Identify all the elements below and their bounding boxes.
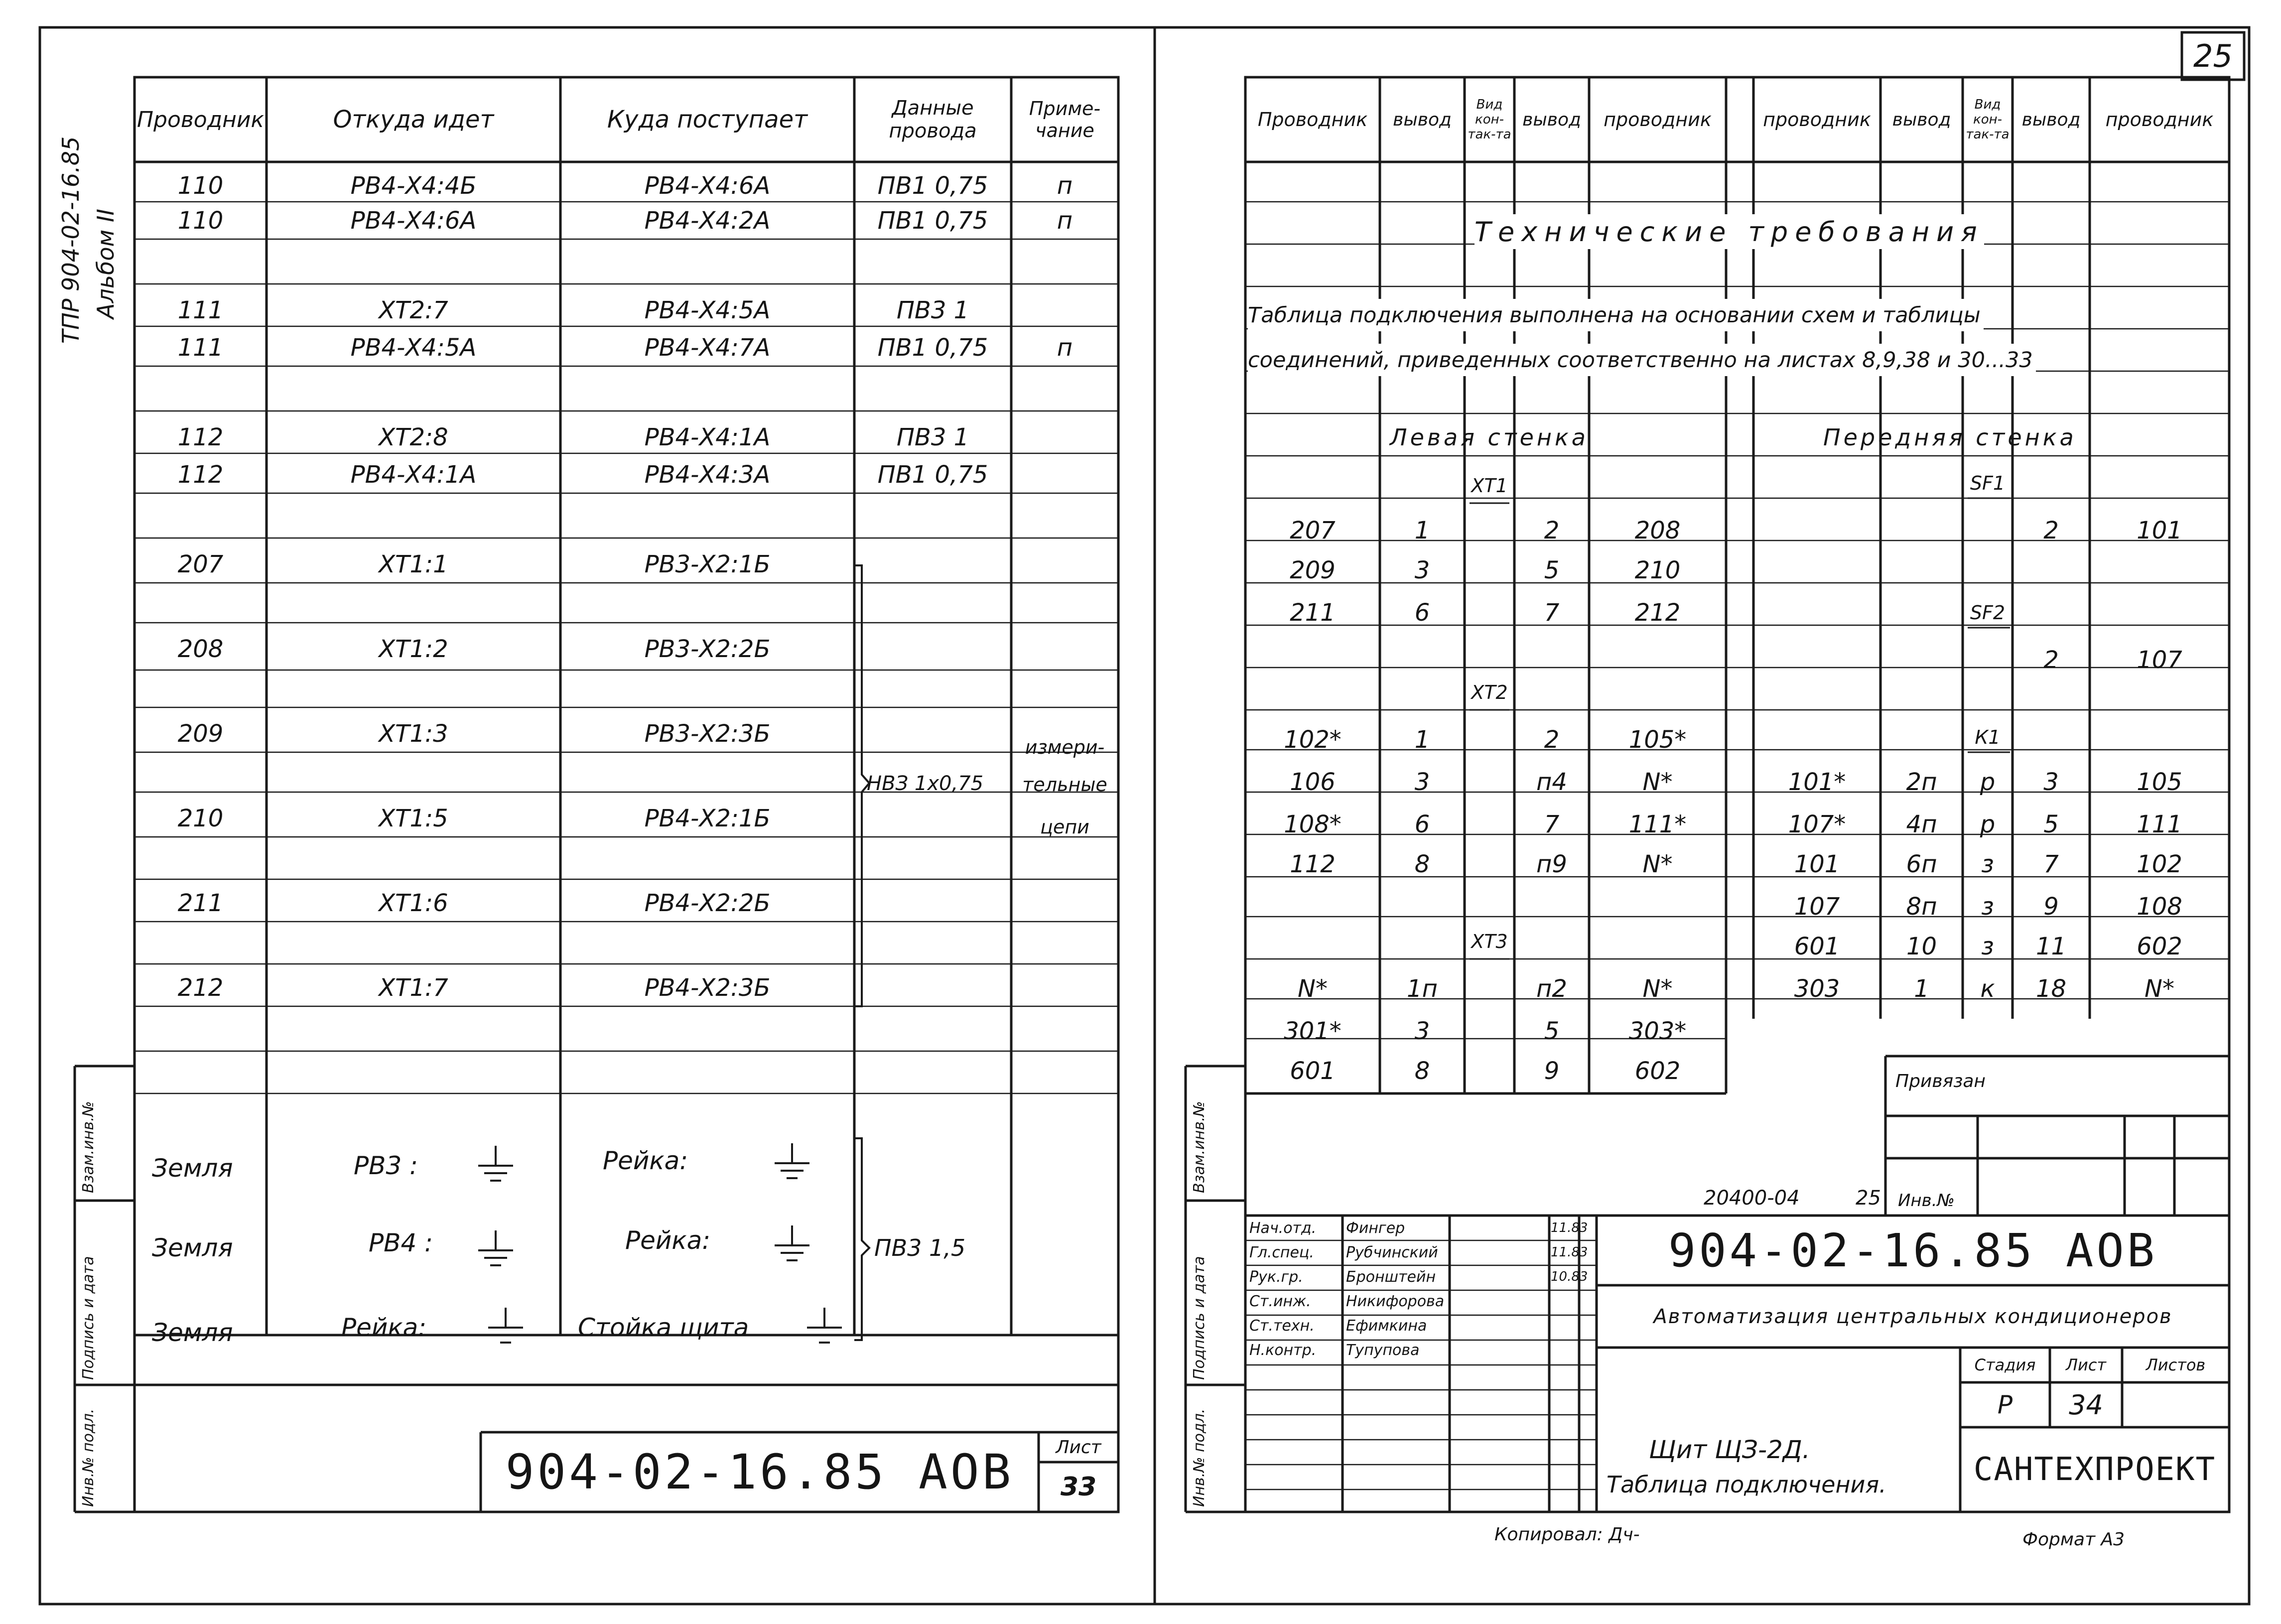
sf1-row-c3: 2 (2043, 517, 2059, 544)
xt1-row-c3: 2 (1544, 517, 1560, 544)
left-row-from: ХТ1:3 (379, 719, 448, 748)
signer-role: Н.контр. (1249, 1341, 1317, 1359)
left-row-data: ПВ1 0,75 (877, 171, 988, 200)
xt1-row-c0: 209 (1290, 556, 1336, 584)
left-row-wire: 208 (177, 635, 224, 663)
xt3-row-c1: 3 (1414, 1017, 1430, 1045)
code-20400: 20400-04 (1704, 1187, 1800, 1210)
left-row-to: РВ4-Х4:1А (644, 423, 771, 451)
sf2-row-c4: 107 (2137, 646, 2182, 674)
rh-wire-r2: проводник (2105, 109, 2214, 131)
k1-row-c3: 3 (2043, 768, 2059, 796)
requirements-title: Технические требования (1475, 214, 1984, 249)
left-row-data: ПВ1 0,75 (877, 206, 988, 235)
ground-to-1: Рейка: (603, 1146, 688, 1175)
xt1-label: ХТ1 (1471, 475, 1508, 497)
xt2-row-c3: 7 (1544, 811, 1560, 838)
xt2-row-c3: п4 (1536, 768, 1567, 796)
k1-row-c3: 18 (2035, 975, 2067, 1003)
code-25: 25 (1856, 1187, 1881, 1210)
xt3-row-c3: 5 (1544, 1017, 1560, 1045)
ground-wire-3: Земля (152, 1318, 233, 1347)
xt2-row-c3: п9 (1536, 850, 1567, 878)
signer-date: 11.83 (1551, 1220, 1588, 1235)
k1-row-c3: 5 (2043, 811, 2059, 838)
xt2-row-c0: 108* (1284, 811, 1342, 838)
xt2-row-c4: 111* (1628, 811, 1687, 838)
left-row-wire: 112 (177, 460, 224, 489)
signer-name: Фингер (1346, 1219, 1405, 1237)
k1-row-c0: 107* (1788, 811, 1846, 838)
side-label-album: Альбом II (92, 209, 119, 319)
stamp-replace-inv-right: Взам.инв.№ (1191, 1101, 1208, 1193)
ground-from-1: РВ3 : (354, 1151, 418, 1180)
xt3-label: ХТ3 (1471, 931, 1508, 952)
rh-contact-r: Вид кон-так-та (1966, 97, 2010, 142)
left-row-from: ХТ2:8 (379, 423, 448, 451)
ground-wire-1: Земля (152, 1154, 233, 1183)
rh-pin-r1: вывод (1892, 109, 1951, 130)
rh-wire-l2: проводник (1604, 109, 1712, 131)
left-row-wire: 211 (177, 889, 224, 917)
left-row-data (854, 717, 1011, 750)
header-wire: Проводник (136, 107, 265, 133)
xt3-row-c4: 602 (1634, 1057, 1681, 1085)
xt2-row-c0: 112 (1290, 850, 1336, 878)
left-row-data: ПВ1 0,75 (877, 460, 988, 489)
group-note-3: цепи (1040, 816, 1089, 838)
k1-label: К1 (1975, 726, 2001, 748)
left-row-data: ПВ3 1 (896, 296, 969, 324)
xt2-row-c2 (1465, 722, 1514, 757)
group-wire-data: НВЗ 1х0,75 (867, 772, 984, 795)
page-number: 25 (2193, 38, 2233, 74)
k1-row-c4: 105 (2137, 768, 2182, 796)
sf2-row-c0 (1753, 643, 1880, 677)
k1-row-c2: з (1981, 850, 1994, 878)
left-row-wire: 209 (177, 719, 224, 748)
left-row-note (1011, 971, 1118, 1004)
left-row-to: РВ4-Х4:7А (644, 333, 771, 362)
xt2-row-c3: 2 (1544, 726, 1560, 754)
requirements-line-2: соединений, приведенных соответственно на листах 8,9,38 и 30...33 (1248, 344, 2036, 376)
signer-name: Тупупова (1346, 1341, 1420, 1359)
signer-role: Рук.гр. (1249, 1268, 1303, 1286)
ground-to-3: Стойка щита (578, 1313, 749, 1342)
left-row-data (854, 887, 1011, 919)
k1-row-c0: 303 (1794, 975, 1840, 1003)
xt2-row-c0: 102* (1284, 726, 1342, 754)
sf1-row-c0 (1753, 513, 1880, 548)
xt2-row-c2 (1465, 847, 1514, 882)
sheets-label: Листов (2146, 1355, 2206, 1374)
stamp-replace-inv: Взам.инв.№ (80, 1101, 97, 1193)
xt1-row-c0: 211 (1290, 599, 1336, 627)
header-from: Откуда идет (333, 106, 494, 134)
rh-wire-r: проводник (1763, 109, 1871, 131)
signer-date: 11.83 (1551, 1245, 1588, 1260)
xt3-row-c0: N* (1298, 975, 1328, 1003)
xt1-row-c1: 3 (1414, 556, 1430, 584)
copied-by: Копировал: Дч- (1494, 1524, 1640, 1545)
left-row-from: РВ4-Х4:1А (350, 460, 477, 489)
xt2-row-c4: 105* (1628, 726, 1687, 754)
left-row-wire: 212 (177, 973, 224, 1002)
sheet-number: 34 (2069, 1389, 2103, 1421)
k1-row-c2: р (1980, 811, 1996, 838)
ground-to-2: Рейка: (625, 1226, 711, 1255)
k1-row-c2: р (1980, 768, 1996, 796)
xt3-row-c2 (1465, 1054, 1514, 1088)
xt1-row-c4: 210 (1634, 556, 1681, 584)
left-row-note (1011, 887, 1118, 919)
xt2-row-c1: 1 (1414, 726, 1430, 754)
k1-row-c3: 9 (2043, 893, 2059, 921)
left-row-to: РВ4-Х4:5А (644, 296, 771, 324)
k1-row-c4: 108 (2137, 893, 2182, 921)
ground-wire-2: Земля (152, 1233, 233, 1262)
xt3-row-c4: N* (1642, 975, 1673, 1003)
drawing-title-2: Таблица подключения. (1607, 1471, 1886, 1498)
k1-row-c0: 601 (1794, 933, 1840, 960)
signer-name: Бронштейн (1346, 1268, 1436, 1286)
xt3-row-c0: 601 (1290, 1057, 1336, 1085)
left-row-data (854, 548, 1011, 580)
k1-row-c4: 102 (2137, 850, 2182, 878)
signer-date: 10.83 (1551, 1269, 1588, 1284)
k1-row-c1: 4п (1906, 811, 1937, 838)
left-row-wire: 110 (177, 206, 224, 235)
left-row-wire: 112 (177, 423, 224, 451)
left-sheet-number: 33 (1060, 1472, 1097, 1502)
stage-label: Стадия (1974, 1355, 2036, 1374)
left-row-wire: 110 (177, 171, 224, 200)
k1-row-c1: 1 (1914, 975, 1929, 1003)
xt1-row-c3: 7 (1544, 599, 1560, 627)
right-doc-code: 904-02-16.85 АОВ (1668, 1223, 2158, 1277)
sf2-row-c2 (1963, 643, 2013, 677)
xt3-row-c4: 303* (1628, 1017, 1687, 1045)
left-row-data (854, 802, 1011, 834)
left-row-to: РВ3-Х2:3Б (644, 719, 771, 748)
signer-name: Рубчинский (1346, 1243, 1438, 1261)
stamp-inv-orig: Инв.№ подл. (80, 1408, 97, 1507)
stamp-inv-orig-right: Инв.№ подл. (1191, 1408, 1208, 1507)
xt2-row-c2 (1465, 765, 1514, 800)
xt2-row-c1: 8 (1414, 850, 1430, 878)
header-note: Приме-чание (1029, 98, 1101, 141)
left-sheet-label: Лист (1056, 1437, 1101, 1458)
xt1-row-c2 (1465, 595, 1514, 630)
k1-row-c1: 10 (1906, 933, 1937, 960)
xt2-row-c1: 3 (1414, 768, 1430, 796)
k1-row-c1: 2п (1906, 768, 1937, 796)
xt1-row-c1: 1 (1414, 517, 1430, 544)
privyazan-label: Привязан (1895, 1071, 1986, 1091)
xt2-row-c4: N* (1642, 850, 1673, 878)
left-row-note (1011, 421, 1118, 453)
ground-from-3: Рейка: (341, 1313, 427, 1342)
xt1-row-c4: 212 (1634, 599, 1681, 627)
xt1-row-c2 (1465, 513, 1514, 548)
left-row-from: ХТ1:6 (379, 889, 448, 917)
k1-row-c2: з (1981, 933, 1994, 960)
left-row-note (1011, 294, 1118, 326)
sf1-label: SF1 (1970, 472, 2006, 494)
stage-value: Р (1997, 1390, 2013, 1419)
left-row-to: РВ4-Х4:3А (644, 460, 771, 489)
xt1-row-c4: 208 (1634, 517, 1681, 544)
left-row-from: РВ4-Х4:4Б (350, 171, 477, 200)
rh-wire-l: Проводник (1257, 109, 1368, 131)
k1-row-c2: з (1981, 893, 1994, 921)
left-row-data (854, 971, 1011, 1004)
stamp-sign-date: Подпись и дата (80, 1256, 97, 1380)
xt1-row-c3: 5 (1544, 556, 1560, 584)
company-name: САНТЕХПРОЕКТ (1973, 1451, 2216, 1488)
left-row-wire: 207 (177, 550, 224, 578)
sf1-row-c2 (1963, 513, 2013, 548)
left-row-to: РВ4-Х2:1Б (644, 804, 771, 832)
doc-title: Автоматизация центральных кондиционеров (1653, 1305, 2172, 1328)
front-wall-label: Передняя стенка (1823, 423, 2077, 451)
stamp-sign-date-right: Подпись и дата (1191, 1256, 1208, 1380)
side-label-series: ТПР 904-02-16.85 (57, 136, 84, 344)
left-row-wire: 111 (177, 333, 224, 362)
xt2-row-c2 (1465, 807, 1514, 842)
signer-role: Гл.спец. (1249, 1243, 1314, 1261)
group-note-2: тельные (1022, 774, 1107, 796)
k1-row-c1: 6п (1906, 850, 1937, 878)
ground-wire-data: ПВ3 1,5 (874, 1234, 966, 1261)
k1-row-c1: 8п (1906, 893, 1937, 921)
left-row-to: РВ3-Х2:1Б (644, 550, 771, 578)
xt2-row-c1: 6 (1414, 811, 1430, 838)
left-row-note (1011, 548, 1118, 580)
xt3-row-c2 (1465, 971, 1514, 1006)
drawing-title-1: Щит ЩЗ-2Д. (1649, 1435, 1810, 1464)
rh-pin-l1: вывод (1393, 109, 1452, 130)
left-row-note: п (1057, 171, 1073, 200)
left-row-to: РВ4-Х4:2А (644, 206, 771, 235)
left-wall-label: Левая стенка (1390, 423, 1589, 451)
k1-row-c0: 101* (1788, 768, 1846, 796)
sf1-row-c1 (1880, 513, 1963, 548)
left-row-note: п (1057, 333, 1073, 362)
group-note-1: измери- (1025, 736, 1105, 758)
requirements-line-1: Таблица подключения выполнена на основании схем и таблицы (1248, 299, 1984, 331)
xt3-row-c2 (1465, 1014, 1514, 1049)
left-row-from: ХТ1:5 (379, 804, 448, 832)
left-row-to: РВ4-Х4:6А (644, 171, 771, 200)
left-row-data: ПВ1 0,75 (877, 333, 988, 362)
left-row-from: ХТ1:1 (379, 550, 448, 578)
left-row-note (1011, 633, 1118, 665)
k1-row-c0: 101 (1794, 850, 1840, 878)
left-row-from: РВ4-Х4:5А (350, 333, 477, 362)
left-row-from: ХТ1:7 (379, 973, 448, 1002)
sf2-row-c1 (1880, 643, 1963, 677)
xt2-label: ХТ2 (1471, 681, 1508, 703)
sf2-row-c3: 2 (2043, 646, 2059, 674)
ground-from-2: РВ4 : (369, 1228, 433, 1257)
header-to: Куда поступает (607, 106, 808, 134)
xt3-row-c1: 8 (1414, 1057, 1430, 1085)
left-row-wire: 111 (177, 296, 224, 324)
xt2-row-c4: N* (1642, 768, 1673, 796)
left-row-wire: 210 (177, 804, 224, 832)
k1-row-c3: 11 (2035, 933, 2067, 960)
sheet-label: Лист (2065, 1355, 2107, 1374)
k1-row-c0: 107 (1794, 893, 1840, 921)
k1-row-c4: N* (2145, 975, 2174, 1003)
xt1-row-c1: 6 (1414, 599, 1430, 627)
xt1-row-c0: 207 (1290, 517, 1336, 544)
signer-name: Ефимкина (1346, 1317, 1427, 1335)
left-row-to: РВ4-Х2:3Б (644, 973, 771, 1002)
xt2-row-c0: 106 (1290, 768, 1336, 796)
left-row-from: РВ4-Х4:6А (350, 206, 477, 235)
signer-name: Никифорова (1346, 1292, 1445, 1310)
signer-role: Ст.инж. (1249, 1292, 1311, 1310)
signer-role: Нач.отд. (1249, 1219, 1317, 1237)
rh-contact-l: Вид кон-так-та (1468, 97, 1511, 142)
left-row-from: ХТ2:7 (379, 296, 448, 324)
left-row-note: п (1057, 206, 1073, 235)
header-wire-data: Данные провода (889, 97, 977, 142)
xt3-row-c1: 1п (1407, 975, 1438, 1003)
left-row-to: РВ4-Х2:2Б (644, 889, 771, 917)
left-row-data (854, 633, 1011, 665)
sf2-label: SF2 (1970, 602, 2006, 624)
xt3-row-c3: п2 (1536, 975, 1567, 1003)
k1-row-c4: 111 (2137, 811, 2182, 838)
left-row-to: РВ3-Х2:2Б (644, 635, 771, 663)
k1-row-c4: 602 (2137, 933, 2182, 960)
sf1-row-c4: 101 (2137, 517, 2182, 544)
k1-row-c2: к (1980, 975, 1995, 1003)
left-row-note (1011, 458, 1118, 491)
k1-row-c3: 7 (2043, 850, 2059, 878)
paper-format: Формат А3 (2022, 1529, 2125, 1550)
rh-pin-l2: вывод (1522, 109, 1581, 130)
xt3-row-c0: 301* (1284, 1017, 1342, 1045)
xt1-row-c2 (1465, 553, 1514, 588)
inv-no-label: Инв.№ (1898, 1191, 1955, 1211)
left-row-from: ХТ1:2 (379, 635, 448, 663)
xt3-row-c3: 9 (1544, 1057, 1560, 1085)
signer-role: Ст.техн. (1249, 1317, 1315, 1335)
left-row-data: ПВ3 1 (896, 423, 969, 451)
left-doc-code: 904-02-16.85 АОВ (505, 1444, 1014, 1500)
rh-pin-r2: вывод (2021, 109, 2081, 130)
